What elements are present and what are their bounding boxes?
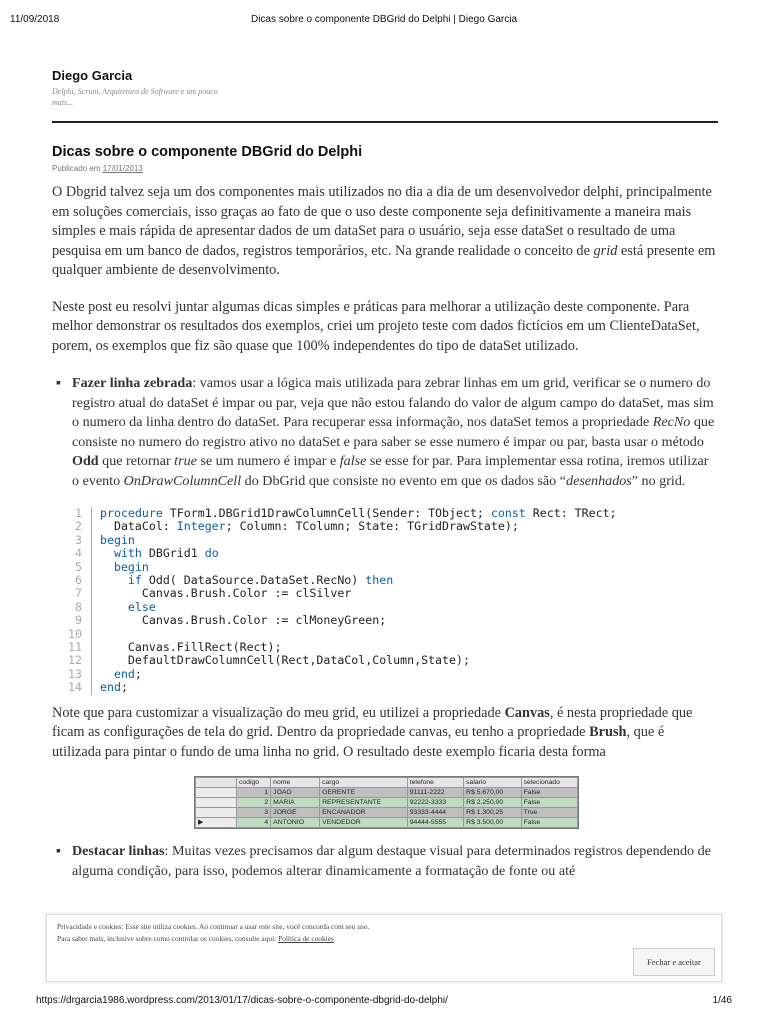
grid-cell-telefone: 94444-5555: [407, 818, 463, 828]
site-tagline: Delphi, Scrum, Arquitetura de Software e um pouco mais...: [52, 87, 218, 107]
grid-cell-cargo: ENCANADOR: [320, 808, 408, 818]
print-page-title: Dicas sobre o componente DBGrid do Delphi | Diego Garcia: [250, 14, 518, 25]
print-url: https://drgarcia1986.wordpress.com/2013/01/17/dicas-sobre-o-componente-dbgrid-do-delphi/: [36, 995, 448, 1006]
code-line-number: 10: [68, 626, 82, 641]
code-line-number: 9: [75, 613, 82, 628]
dbgrid-result-image: [194, 776, 579, 829]
text: Para saber mais, inclusive sobre como controlar os cookies, consulte aqui:: [57, 934, 277, 943]
grid-header-row: [196, 778, 578, 788]
text: O Dbgrid talvez seja um dos componentes mais utilizados no dia a dia de um desenvolvedor delphi, principalmente em soluções comerciais, isso graças ao fato de que o uso deste componente seja definitivamente a maneira mais simples e mais rápida de apresentar dados de um dataSet para o usuário, seja esse dataSet o resultado de uma pesquisa em um banco de dados, registros temporários, etc. Na grande realidade o conceito de: [52, 184, 712, 259]
tip-heading: Destacar linhas: [72, 843, 165, 860]
bullet-icon: ▪: [56, 843, 61, 860]
grid-header-selecionado: selecionado: [521, 778, 577, 788]
grid-cell-selecionado: True: [521, 808, 577, 818]
emphasis: desenhados: [566, 472, 632, 489]
text: , é nesta propriedade que ficam as configurações de tela do grid. Dentro da propriedade canvas, eu tenho a propriedade: [52, 704, 693, 741]
meta-prefix: Publicado em: [52, 164, 101, 173]
strong-text: Brush: [589, 724, 627, 741]
text: se um numero é impar e: [196, 453, 340, 469]
text: : vamos usar a lógica mais utilizada para zebrar linhas em um grid, verificar se o numero do registro atual do dataSet é impar ou par, veja que não estou falando do valor de algum campo do dataSet, mas sim o numero da linha dentro do dataSet. Para recuperar essa informação, nos dataSet temos a propriedade: [72, 375, 714, 430]
code-line-number: 14: [68, 680, 82, 695]
grid-cell-salario: R$ 3.500,00: [464, 818, 521, 828]
post: [52, 144, 716, 881]
site-header: [52, 68, 732, 108]
grid-row: [196, 788, 578, 798]
strong-text: Canvas: [504, 704, 550, 721]
code-line-7: Canvas.Brush.Color := clSilver: [100, 586, 352, 601]
grid-row-indicator: [196, 808, 237, 818]
grid-cell-codigo: 2: [237, 798, 271, 808]
grid-cell-salario: R$ 5.670,00: [464, 788, 521, 798]
code-line-number: 8: [75, 599, 82, 614]
grid-row: [196, 808, 578, 818]
text: se esse for par. Para implementar essa rotina, iremos utilizar o evento: [72, 453, 709, 489]
cookie-line-2: [57, 933, 369, 945]
code-block[interactable]: [52, 507, 716, 695]
code-lines: [92, 507, 617, 695]
code-line-5: begin: [100, 559, 149, 574]
code-line-number: 11: [68, 640, 82, 655]
paragraph-canvas: [52, 704, 716, 763]
text: ” no grid.: [631, 472, 686, 489]
emphasis: OnDrawColumnCell: [123, 472, 242, 489]
header-divider: [52, 121, 718, 123]
code-line-8: else: [100, 599, 156, 614]
grid-row-indicator: [196, 798, 237, 808]
grid-row-indicator: ▶: [196, 818, 237, 828]
text: : Muitas vezes precisamos dar algum destaque visual para determinados registros dependendo de alguma condição, para isso, podemos alterar dinamicamente a formatação de fonte ou até: [72, 843, 711, 879]
code-line-number: 2: [75, 519, 82, 534]
grid-cell-selecionado: False: [521, 818, 577, 828]
code-line-number: 3: [75, 532, 82, 547]
close-accept-button[interactable]: Fechar e aceitar: [633, 948, 715, 976]
bullet-icon: ▪: [56, 375, 61, 391]
grid-header-cargo: cargo: [320, 778, 408, 788]
emphasis: grid: [593, 242, 618, 259]
code-line-9: Canvas.Brush.Color := clMoneyGreen;: [100, 613, 387, 628]
grid-cell-salario: R$ 1.300,25: [464, 808, 521, 818]
cookie-policy-link[interactable]: Política de cookies: [278, 934, 334, 943]
text: do DbGrid que consiste no evento em que os dados são “: [241, 472, 567, 489]
grid-cell-nome: MARIA: [271, 798, 320, 808]
grid-cell-nome: JOAO: [271, 788, 320, 798]
tips-list: [52, 374, 716, 491]
tip-highlight-rows: [52, 842, 716, 881]
grid-row-indicator: [196, 788, 237, 798]
grid-cell-telefone: 93333-4444: [407, 808, 463, 818]
grid-header-telefone: telefone: [407, 778, 463, 788]
tip-heading: Fazer linha zebrada: [72, 375, 193, 391]
grid-cell-codigo: 3: [237, 808, 271, 818]
grid-cell-codigo: 1: [237, 788, 271, 798]
emphasis: RecNo: [652, 414, 691, 430]
code-line-number: 5: [75, 559, 82, 574]
grid-cell-nome: ANTONIO: [271, 818, 320, 828]
cookie-text: [57, 921, 369, 945]
paragraph-intro: [52, 183, 716, 281]
emphasis: true: [174, 453, 197, 469]
grid-cell-selecionado: False: [521, 788, 577, 798]
site-title[interactable]: Diego Garcia: [52, 68, 133, 83]
grid-row: [196, 818, 578, 828]
grid-cell-cargo: VENDEDOR: [320, 818, 408, 828]
grid-indicator-header: [196, 778, 237, 788]
code-line-number: 12: [68, 653, 82, 668]
code-line-3: begin: [100, 532, 135, 547]
text: está presente em qualquer ambiente de desenvolvimento.: [52, 242, 716, 278]
code-line-13: end;: [100, 666, 142, 681]
tips-list-2: [52, 842, 716, 881]
grid-header-salario: salario: [464, 778, 521, 788]
code-line-14: end;: [100, 680, 128, 695]
cookie-banner: [46, 914, 722, 982]
code-line-number: 13: [68, 666, 82, 681]
print-date: 11/09/2018: [10, 14, 60, 25]
grid-cell-cargo: REPRESENTANTE: [320, 798, 408, 808]
grid-header-nome: nome: [271, 778, 320, 788]
post-meta: [52, 164, 716, 173]
grid-cell-codigo: 4: [237, 818, 271, 828]
paragraph-purpose: Neste post eu resolvi juntar algumas dicas simples e práticas para melhorar a utilização deste componente. Para melhor demonstrar os resultados dos exemplos, criei um projeto teste com dados fictícios em um ClienteDataSet, porem, os exemplos que fiz são quase que 100% independentes do tipo de dataSet utilizado.: [52, 298, 700, 354]
code-line-10: [100, 628, 617, 641]
grid-row: [196, 798, 578, 808]
grid-cell-telefone: 92222-3333: [407, 798, 463, 808]
post-title: Dicas sobre o componente DBGrid do Delphi: [52, 144, 363, 160]
tip-zebra-rows: [52, 374, 716, 491]
code-line-number: 6: [75, 573, 82, 588]
grid-cell-cargo: GERENTE: [320, 788, 408, 798]
code-line-6: if Odd( DataSource.DataSet.RecNo) then: [100, 573, 394, 588]
text: que consiste no numero do registro ativo no dataSet e para saber se esse numero é impar ou par, basta usar o método: [72, 414, 715, 450]
cookie-line-1: Privacidade e cookies: Esse site utiliza cookies. Ao continuar a usar este site, você concorda com seu uso.: [57, 922, 370, 931]
code-line-number: 1: [75, 506, 82, 520]
text: que retornar: [98, 453, 175, 469]
text: , que é utilizada para pintar o fundo de uma linha no grid. O resultado deste exemplo ficaria desta forma: [52, 724, 665, 760]
code-line-1: procedure TForm1.DBGrid1DrawColumnCell(Sender: TObject; const Rect: TRect;: [100, 506, 617, 520]
code-line-numbers: [52, 507, 92, 695]
text: Note que para customizar a visualização do meu grid, eu utilizei a propriedade: [52, 704, 505, 721]
post-date-link[interactable]: 17/01/2013: [102, 164, 143, 173]
code-line-12: DefaultDrawColumnCell(Rect,DataCol,Column,State);: [100, 653, 470, 668]
code-line-4: with DBGrid1 do: [100, 546, 219, 561]
strong-text: Odd: [72, 453, 99, 469]
print-page-number: 1/46: [712, 995, 732, 1006]
code-line-number: 4: [75, 546, 82, 561]
grid-cell-nome: JORGE: [271, 808, 320, 818]
code-line-2: DataCol: Integer; Column: TColumn; State: TGridDrawState);: [100, 519, 519, 534]
grid-cell-salario: R$ 2.250,00: [464, 798, 521, 808]
grid-cell-telefone: 91111-2222: [407, 788, 463, 798]
grid-header-codigo: codigo: [237, 778, 271, 788]
emphasis: false: [339, 453, 367, 469]
code-line-11: Canvas.FillRect(Rect);: [100, 640, 282, 655]
grid-body: [196, 788, 578, 828]
code-line-number: 7: [75, 586, 82, 601]
grid-cell-selecionado: False: [521, 798, 577, 808]
